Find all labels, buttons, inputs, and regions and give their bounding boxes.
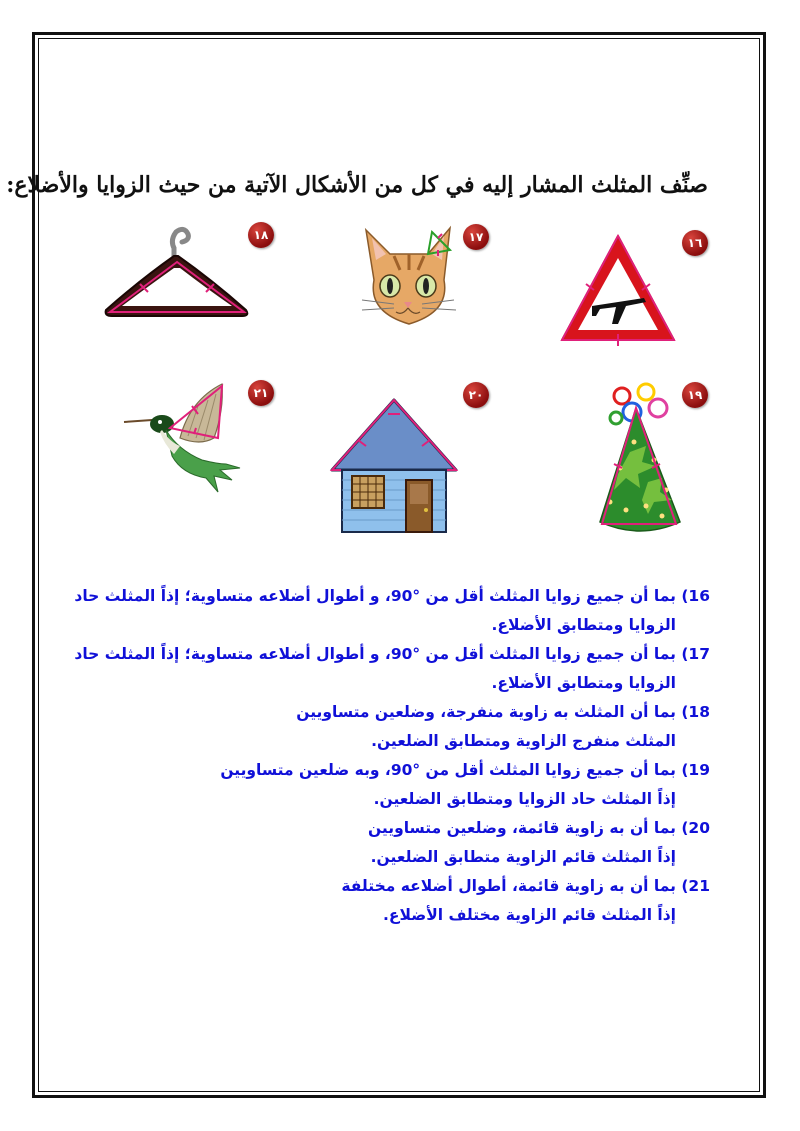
answer-21 — [105, 872, 710, 930]
answer-18 — [105, 698, 710, 756]
figure-20-house — [328, 396, 460, 536]
answer-text: بما أن المثلث به زاوية منفرجة، وضلعين متساويين — [296, 703, 676, 721]
answers-list — [74, 582, 710, 930]
figure-17-number-badge: ١٧ — [463, 224, 489, 250]
house-icon — [332, 400, 456, 532]
instruction-heading: صنِّف المثلث المشار إليه في كل من الأشكال الآتية من حيث الزوايا والأضلاع: — [6, 172, 708, 198]
answer-19 — [105, 756, 710, 814]
answer-text: بما أن به زاوية قائمة، وضلعين متساويين — [367, 819, 676, 837]
answer-text: بما أن به زاوية قائمة، أطوال أضلاعه مختلفة — [341, 877, 676, 895]
figure-21-number-badge: ٢١ — [248, 380, 274, 406]
figure-18-number-badge: ١٨ — [248, 222, 274, 248]
answer-number: 18) — [681, 703, 710, 721]
answer-number: 17) — [681, 645, 710, 663]
answer-number: 20) — [681, 819, 710, 837]
clothes-hanger-icon — [106, 229, 248, 316]
party-hat-icon — [600, 384, 680, 531]
figure-19-party-hat — [596, 382, 686, 538]
figure-17-cat — [354, 220, 464, 332]
hummingbird-icon — [124, 384, 240, 492]
answer-conclusion: إذاً المثلث قائم الزاوية مختلف الأضلاع. — [383, 906, 676, 924]
answer-number: 19) — [681, 761, 710, 779]
answer-text: بما أن جميع زوايا المثلث أقل من °90، و أطوال أضلاعه متساوية؛ إذاً المثلث حاد — [74, 645, 676, 663]
answer-16 — [74, 582, 710, 640]
answer-conclusion: الزوايا ومتطابق الأضلاع. — [491, 616, 676, 634]
figure-16-number-badge: ١٦ — [682, 230, 708, 256]
answer-text: بما أن جميع زوايا المثلث أقل من °90، وبه ضلعين متساويين — [220, 761, 676, 779]
answer-conclusion: إذاً المثلث قائم الزاوية متطابق الضلعين. — [370, 848, 676, 866]
figure-18-hanger — [100, 218, 252, 320]
airplane-warning-sign-icon — [562, 236, 674, 346]
answer-conclusion: إذاً المثلث حاد الزوايا ومتطابق الضلعين. — [373, 790, 676, 808]
figure-19-number-badge: ١٩ — [682, 382, 708, 408]
figure-16-airplane-sign — [556, 228, 680, 348]
answer-text: بما أن جميع زوايا المثلث أقل من °90، و أطوال أضلاعه متساوية؛ إذاً المثلث حاد — [74, 587, 676, 605]
answer-conclusion: الزوايا ومتطابق الأضلاع. — [491, 674, 676, 692]
answer-number: 21) — [681, 877, 710, 895]
answer-17 — [74, 640, 710, 698]
answer-number: 16) — [681, 587, 710, 605]
answer-20 — [105, 814, 710, 872]
cat-face-icon — [362, 228, 456, 324]
answer-conclusion: المثلث منفرج الزاوية ومتطابق الضلعين. — [371, 732, 676, 750]
figure-21-hummingbird — [122, 380, 250, 506]
figure-20-number-badge: ٢٠ — [463, 382, 489, 408]
